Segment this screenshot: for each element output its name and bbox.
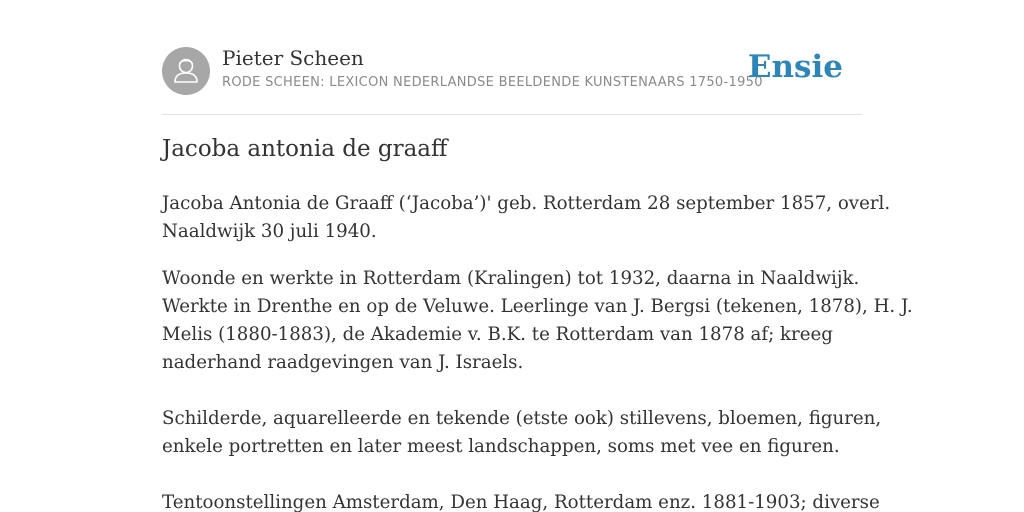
author-name[interactable]: Pieter Scheen — [222, 46, 364, 70]
article-body — [162, 190, 913, 512]
text-line: Tentoonstellingen Amsterdam, Den Haag, Rotterdam enz. 1881-1903; diverse — [162, 492, 880, 512]
text-line: Melis (1880-1883), de Akademie v. B.K. te Rotterdam van 1878 af; kreeg — [162, 324, 833, 345]
paragraph-biography — [162, 265, 913, 512]
ensie-logo-link[interactable]: Ensie — [747, 49, 843, 85]
text-line: Naaldwijk 30 juli 1940. — [162, 221, 377, 242]
text-line: enkele portretten en later meest landschappen, soms met vee en figuren. — [162, 436, 840, 457]
article-title: Jacoba antonia de graaff — [162, 136, 448, 162]
user-icon — [162, 47, 210, 95]
text-line: Jacoba Antonia de Graaff (‘Jacoba’)' geb. Rotterdam 28 september 1857, overl. — [162, 193, 891, 214]
author-avatar[interactable] — [162, 47, 210, 95]
header — [162, 44, 862, 115]
text-line: Schilderde, aquarelleerde en tekende (etste ook) stillevens, bloemen, figuren, — [162, 408, 882, 429]
paragraph-birth-death — [162, 190, 891, 246]
text-line: Werkte in Drenthe en op de Veluwe. Leerlinge van J. Bergsi (tekenen, 1878), H. J. — [162, 296, 913, 317]
source-label[interactable]: RODE SCHEEN: LEXICON NEDERLANDSE BEELDENDE KUNSTENAARS 1750-1950 — [222, 75, 763, 90]
line-break — [162, 377, 862, 405]
text-line: Woonde en werkte in Rotterdam (Kralingen) tot 1932, daarna in Naaldwijk. — [162, 268, 860, 289]
text-line: naderhand raadgevingen van J. Israels. — [162, 352, 524, 373]
line-break — [162, 461, 862, 489]
